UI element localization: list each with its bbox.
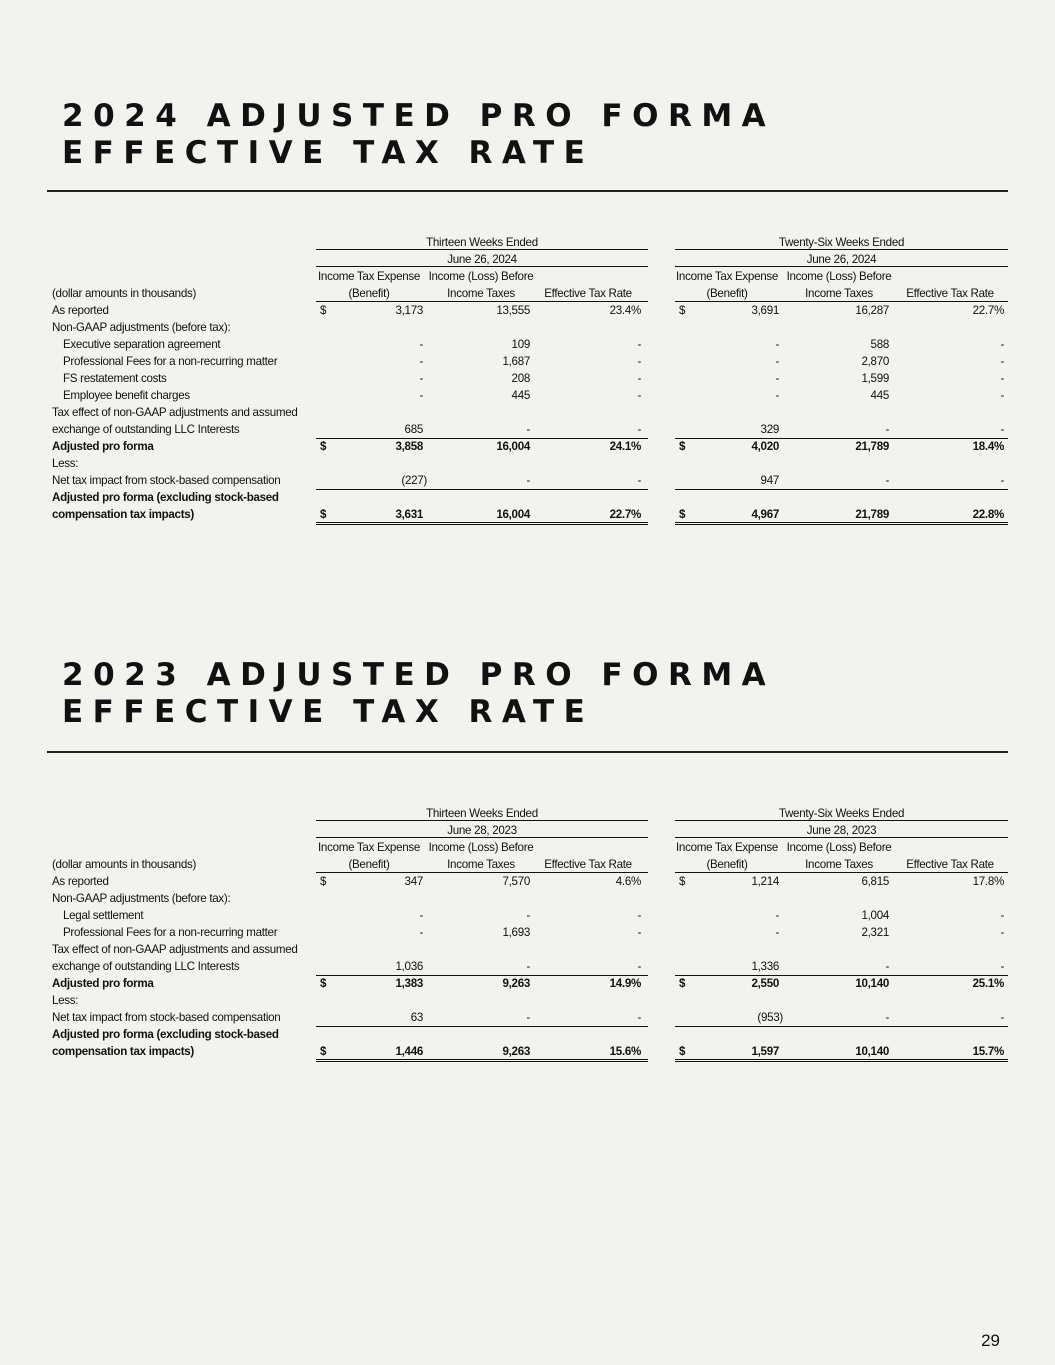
cell-value: - — [526, 1011, 530, 1024]
column-header: Income (Loss) Before — [428, 270, 534, 283]
cell-value: 685 — [404, 423, 423, 436]
cell-value: 16,287 — [855, 304, 889, 317]
cell-value: - — [637, 960, 641, 973]
row-label: Net tax impact from stock-based compensation — [52, 1011, 281, 1024]
cell-value: - — [1000, 926, 1004, 939]
cell-value: - — [885, 1011, 889, 1024]
cell-value: - — [419, 372, 423, 385]
cell-value: 7,570 — [502, 875, 530, 888]
column-header: Income Tax Expense — [676, 841, 779, 854]
cell-value: - — [885, 960, 889, 973]
column-header: Income (Loss) Before — [786, 841, 892, 854]
currency-symbol: $ — [320, 875, 327, 888]
cell-value: 21,789 — [855, 440, 889, 453]
header-underline — [675, 249, 1008, 250]
period-date: June 28, 2023 — [447, 824, 517, 837]
tax-rate-table-2023 — [48, 805, 1008, 1060]
cell-value: 10,140 — [855, 977, 889, 990]
table-row — [48, 353, 1008, 370]
subtotal-line — [316, 975, 648, 976]
column-header: Income Taxes — [447, 287, 515, 300]
row-label: Less: — [52, 457, 79, 470]
row-label: Tax effect of non-GAAP adjustments and assumed — [52, 943, 298, 956]
cell-value: - — [1000, 338, 1004, 351]
column-header: Income (Loss) Before — [428, 841, 534, 854]
row-label: As reported — [52, 875, 109, 888]
cell-value: 4.6% — [615, 875, 641, 888]
currency-symbol: $ — [320, 304, 327, 317]
column-header: Income Taxes — [805, 287, 873, 300]
table-row — [48, 285, 1008, 302]
table-row — [48, 958, 1008, 975]
cell-value: (953) — [757, 1011, 783, 1024]
section-title: 2024 ADJUSTED PRO FORMA EFFECTIVE TAX RATE — [62, 98, 776, 171]
cell-value: - — [775, 355, 779, 368]
cell-value: 109 — [511, 338, 530, 351]
cell-value: - — [637, 926, 641, 939]
cell-value: 3,173 — [395, 304, 423, 317]
cell-value: 6,815 — [861, 875, 889, 888]
cell-value: 10,140 — [855, 1045, 889, 1058]
table-row — [48, 319, 1008, 336]
table-row — [48, 387, 1008, 404]
table-row — [48, 873, 1008, 890]
cell-value: 22.7% — [609, 508, 641, 521]
cell-value: - — [637, 423, 641, 436]
cell-value: 588 — [870, 338, 889, 351]
table-row — [48, 992, 1008, 1009]
cell-value: 1,214 — [751, 875, 779, 888]
row-label: Net tax impact from stock-based compensation — [52, 474, 281, 487]
cell-value: - — [1000, 474, 1004, 487]
currency-symbol: $ — [320, 508, 327, 521]
cell-value: - — [775, 372, 779, 385]
table-row — [48, 455, 1008, 472]
cell-value: 21,789 — [855, 508, 889, 521]
row-label: Non-GAAP adjustments (before tax): — [52, 321, 231, 334]
cell-value: - — [1000, 355, 1004, 368]
cell-value: 13,555 — [496, 304, 530, 317]
cell-value: - — [775, 909, 779, 922]
cell-value: 3,631 — [395, 508, 423, 521]
column-header: Income Taxes — [447, 858, 515, 871]
total-double-underline — [316, 522, 648, 525]
cell-value: 9,263 — [502, 977, 530, 990]
cell-value: 25.1% — [972, 977, 1004, 990]
subtotal-line — [675, 489, 1008, 490]
row-label: Professional Fees for a non-recurring matter — [63, 926, 278, 939]
row-label: compensation tax impacts) — [52, 508, 194, 521]
subtotal-line — [316, 1026, 648, 1027]
header-underline — [316, 837, 648, 838]
column-header: Income Taxes — [805, 858, 873, 871]
cell-value: 445 — [511, 389, 530, 402]
subtotal-line — [316, 489, 648, 490]
header-underline — [316, 266, 648, 267]
table-row — [48, 1043, 1008, 1060]
cell-value: - — [526, 909, 530, 922]
header-underline — [316, 820, 648, 821]
table-row — [48, 1026, 1008, 1043]
cell-value: 1,004 — [861, 909, 889, 922]
subtotal-line — [675, 1026, 1008, 1027]
cell-value: - — [526, 960, 530, 973]
table-row — [48, 1009, 1008, 1026]
row-label: Non-GAAP adjustments (before tax): — [52, 892, 231, 905]
column-header: Income Tax Expense — [318, 270, 421, 283]
cell-value: 1,687 — [502, 355, 530, 368]
cell-value: 16,004 — [496, 440, 530, 453]
row-label: Tax effect of non-GAAP adjustments and assumed — [52, 406, 298, 419]
column-header: Effective Tax Rate — [544, 858, 632, 871]
total-double-underline — [675, 1059, 1008, 1062]
cell-value: 9,263 — [502, 1045, 530, 1058]
column-header: Effective Tax Rate — [906, 858, 994, 871]
cell-value: 14.9% — [609, 977, 641, 990]
cell-value: - — [637, 372, 641, 385]
cell-value: - — [637, 389, 641, 402]
currency-symbol: $ — [320, 1045, 327, 1058]
table-row — [48, 924, 1008, 941]
subtotal-line — [316, 438, 648, 439]
row-label: Professional Fees for a non-recurring matter — [63, 355, 278, 368]
cell-value: 445 — [870, 389, 889, 402]
cell-value: 22.7% — [972, 304, 1004, 317]
cell-value: 1,336 — [751, 960, 779, 973]
table-row — [48, 907, 1008, 924]
cell-value: - — [885, 423, 889, 436]
cell-value: 1,599 — [861, 372, 889, 385]
row-label: Legal settlement — [63, 909, 144, 922]
table-row — [48, 941, 1008, 958]
period-header: Thirteen Weeks Ended — [426, 236, 538, 249]
period-date: June 28, 2023 — [806, 824, 877, 837]
cell-value: - — [885, 474, 889, 487]
cell-value: - — [419, 338, 423, 351]
cell-value: 347 — [404, 875, 423, 888]
units-note: (dollar amounts in thousands) — [52, 858, 197, 871]
cell-value: 1,597 — [751, 1045, 779, 1058]
row-label: As reported — [52, 304, 109, 317]
cell-value: 1,383 — [395, 977, 423, 990]
cell-value: - — [637, 338, 641, 351]
table-row — [48, 438, 1008, 455]
period-date: June 26, 2024 — [447, 253, 517, 266]
cell-value: 4,020 — [751, 440, 779, 453]
cell-value: 3,691 — [751, 304, 779, 317]
row-label: FS restatement costs — [63, 372, 167, 385]
table-row — [48, 975, 1008, 992]
table-row — [48, 370, 1008, 387]
row-label: Adjusted pro forma (excluding stock-based — [52, 1028, 279, 1041]
cell-value: - — [637, 355, 641, 368]
cell-value: - — [419, 355, 423, 368]
cell-value: 2,870 — [861, 355, 889, 368]
column-header: (Benefit) — [706, 287, 748, 300]
column-header: Effective Tax Rate — [906, 287, 994, 300]
row-label: Employee benefit charges — [63, 389, 190, 402]
cell-value: 1,693 — [502, 926, 530, 939]
header-underline — [675, 820, 1008, 821]
cell-value: (227) — [401, 474, 427, 487]
table-row — [48, 890, 1008, 907]
column-header: Income Tax Expense — [318, 841, 421, 854]
table-row — [48, 302, 1008, 319]
currency-symbol: $ — [679, 875, 686, 888]
title-divider — [47, 751, 1008, 753]
currency-symbol: $ — [679, 508, 686, 521]
cell-value: - — [1000, 960, 1004, 973]
period-header: Twenty-Six Weeks Ended — [778, 807, 905, 820]
tax-rate-table-2024 — [48, 234, 1008, 523]
column-header: (Benefit) — [348, 858, 390, 871]
column-header: Effective Tax Rate — [544, 287, 632, 300]
table-row — [48, 421, 1008, 438]
cell-value: 18.4% — [972, 440, 1004, 453]
cell-value: 22.8% — [972, 508, 1004, 521]
cell-value: - — [1000, 389, 1004, 402]
total-double-underline — [316, 1059, 648, 1062]
cell-value: 63 — [410, 1011, 423, 1024]
cell-value: - — [526, 474, 530, 487]
header-underline — [316, 249, 648, 250]
cell-value: 208 — [511, 372, 530, 385]
table-row — [48, 472, 1008, 489]
row-label: Adjusted pro forma — [52, 440, 154, 453]
cell-value: - — [419, 389, 423, 402]
header-underline — [675, 837, 1008, 838]
row-label: exchange of outstanding LLC Interests — [52, 960, 240, 973]
cell-value: - — [419, 926, 423, 939]
page-number: 29 — [981, 1331, 1000, 1350]
cell-value: 15.6% — [609, 1045, 641, 1058]
section-title: 2023 ADJUSTED PRO FORMA EFFECTIVE TAX RATE — [62, 657, 776, 730]
currency-symbol: $ — [320, 977, 327, 990]
cell-value: - — [1000, 423, 1004, 436]
currency-symbol: $ — [679, 1045, 686, 1058]
cell-value: - — [1000, 1011, 1004, 1024]
table-row — [48, 856, 1008, 873]
cell-value: - — [775, 926, 779, 939]
column-header: (Benefit) — [706, 858, 748, 871]
cell-value: 2,550 — [751, 977, 779, 990]
table-row — [48, 268, 1008, 285]
subtotal-line — [675, 438, 1008, 439]
table-row — [48, 404, 1008, 421]
cell-value: - — [775, 338, 779, 351]
cell-value: 23.4% — [609, 304, 641, 317]
period-date: June 26, 2024 — [806, 253, 877, 266]
period-header: Thirteen Weeks Ended — [426, 807, 538, 820]
column-header: Income (Loss) Before — [786, 270, 892, 283]
cell-value: - — [637, 474, 641, 487]
cell-value: - — [1000, 372, 1004, 385]
cell-value: 3,858 — [395, 440, 423, 453]
currency-symbol: $ — [679, 977, 686, 990]
cell-value: 17.8% — [972, 875, 1004, 888]
cell-value: 15.7% — [972, 1045, 1004, 1058]
period-header: Twenty-Six Weeks Ended — [778, 236, 905, 249]
cell-value: 2,321 — [861, 926, 889, 939]
cell-value: - — [637, 1011, 641, 1024]
row-label: Adjusted pro forma — [52, 977, 154, 990]
table-row — [48, 489, 1008, 506]
cell-value: 1,036 — [395, 960, 423, 973]
row-label: Adjusted pro forma (excluding stock-based — [52, 491, 279, 504]
row-label: Executive separation agreement — [63, 338, 221, 351]
cell-value: 329 — [760, 423, 779, 436]
column-header: Income Tax Expense — [676, 270, 779, 283]
column-header: (Benefit) — [348, 287, 390, 300]
table-row — [48, 506, 1008, 523]
cell-value: 4,967 — [751, 508, 779, 521]
units-note: (dollar amounts in thousands) — [52, 287, 197, 300]
currency-symbol: $ — [679, 304, 686, 317]
title-divider — [47, 190, 1008, 192]
currency-symbol: $ — [320, 440, 327, 453]
cell-value: - — [637, 909, 641, 922]
currency-symbol: $ — [679, 440, 686, 453]
cell-value: 24.1% — [609, 440, 641, 453]
cell-value: 1,446 — [395, 1045, 423, 1058]
cell-value: - — [526, 423, 530, 436]
row-label: compensation tax impacts) — [52, 1045, 194, 1058]
total-double-underline — [675, 522, 1008, 525]
cell-value: 947 — [760, 474, 779, 487]
row-label: exchange of outstanding LLC Interests — [52, 423, 240, 436]
header-underline — [675, 266, 1008, 267]
table-row — [48, 336, 1008, 353]
subtotal-line — [675, 975, 1008, 976]
cell-value: 16,004 — [496, 508, 530, 521]
table-row — [48, 839, 1008, 856]
cell-value: - — [775, 389, 779, 402]
row-label: Less: — [52, 994, 79, 1007]
cell-value: - — [419, 909, 423, 922]
cell-value: - — [1000, 909, 1004, 922]
